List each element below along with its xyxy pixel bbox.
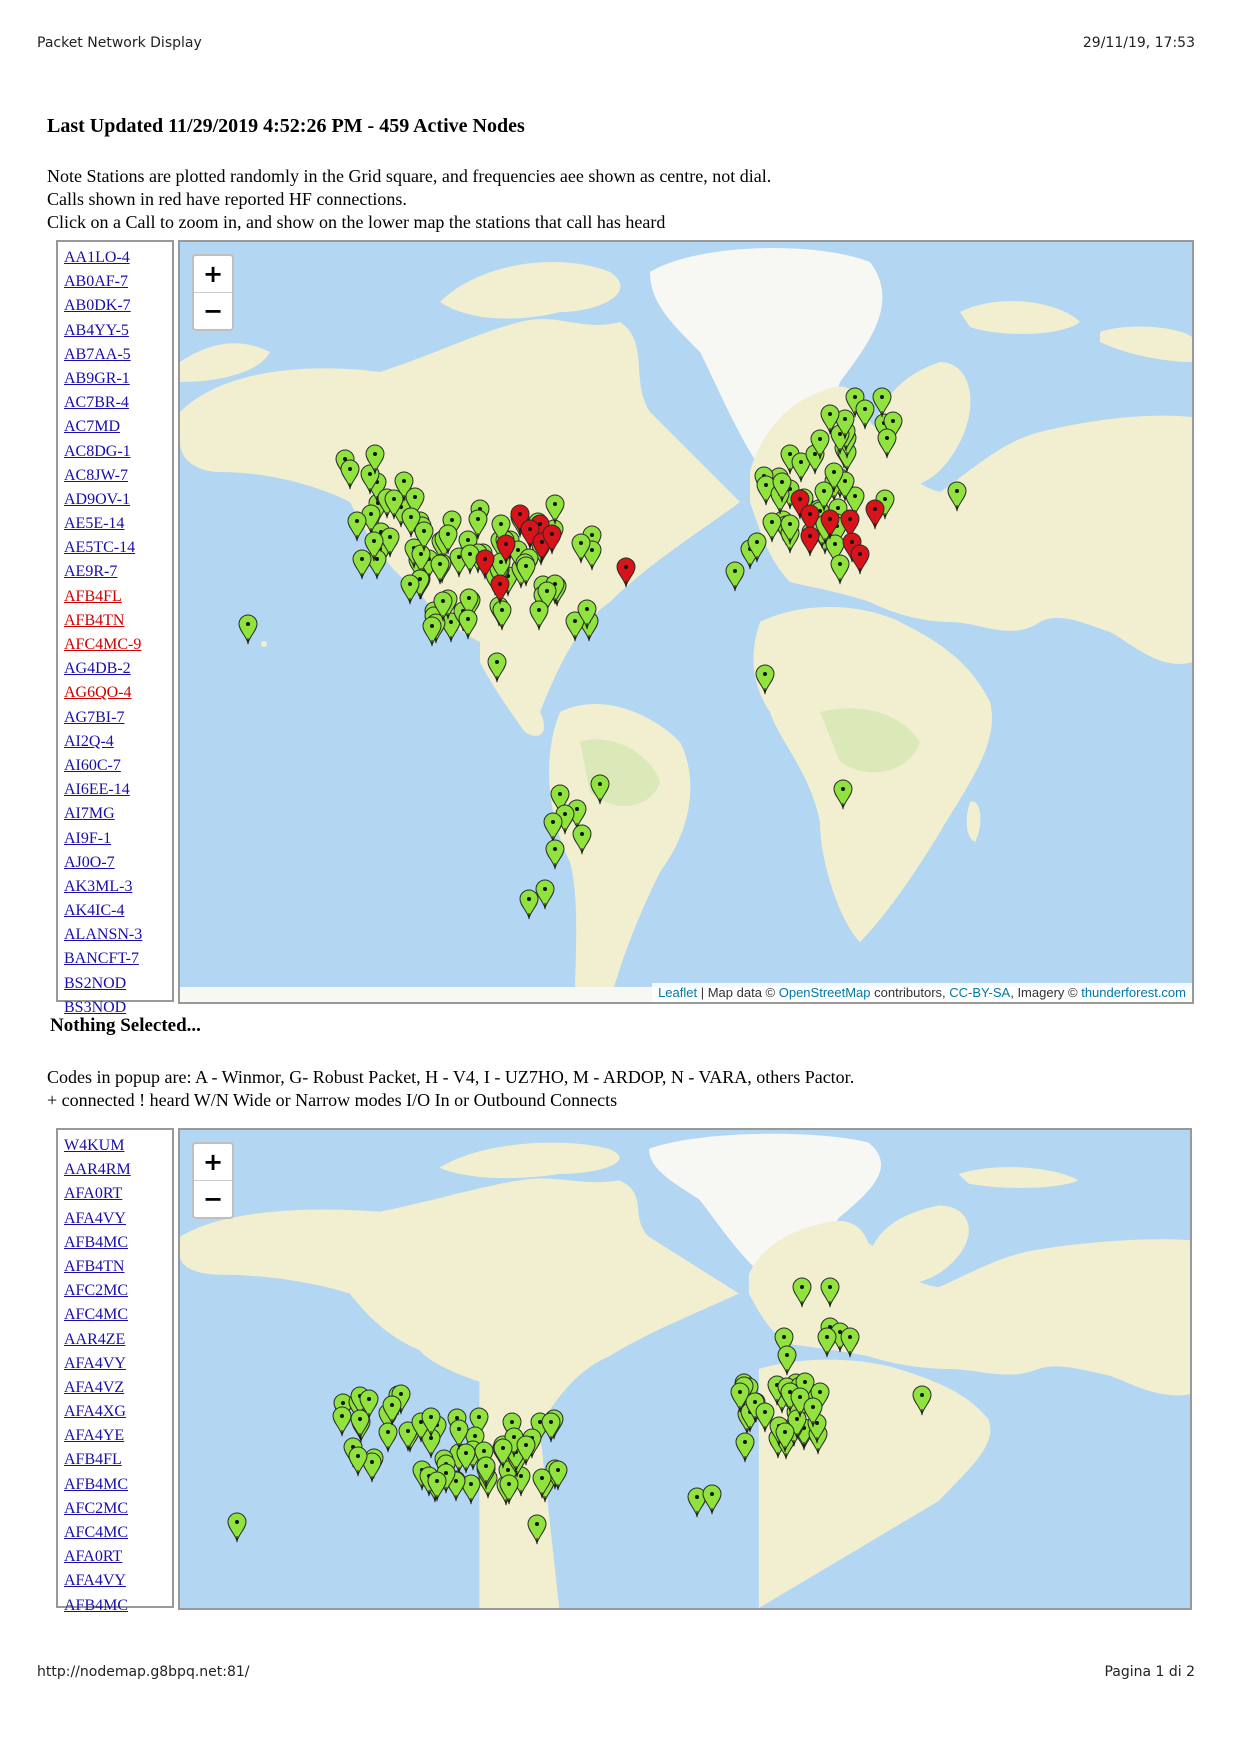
call-link[interactable]: AC7MD [64,418,121,436]
heard-list-item [64,1255,172,1279]
heard-node-marker[interactable] [449,1419,469,1454]
call-link[interactable]: AI9F-1 [64,829,112,847]
heard-node-marker[interactable] [735,1432,755,1467]
call-list-item [64,464,172,488]
green-node-marker[interactable] [833,779,853,814]
call-list-item [64,827,172,851]
heard-call-link[interactable]: AFC4MC [64,1306,129,1324]
call-link[interactable]: AI7MG [64,805,115,823]
green-node-marker[interactable] [947,481,967,516]
call-link[interactable]: AJ0O-7 [64,853,115,871]
heard-list-item [64,1303,172,1327]
green-node-marker[interactable] [384,489,404,524]
map-tiles [180,242,1192,1002]
call-list-item [64,875,172,899]
leaflet-link[interactable]: Leaflet [658,985,698,1000]
call-link[interactable]: AFB4FL [64,587,122,605]
attribution-text-3: , Imagery © [1010,985,1082,1000]
call-list-item [64,633,172,657]
license-link[interactable]: CC-BY-SA [949,985,1011,1000]
heard-node-marker[interactable] [817,1327,837,1362]
call-list-item [64,512,172,536]
heard-call-list[interactable] [56,1128,174,1614]
call-link[interactable]: AG7BI-7 [64,708,125,726]
heard-node-marker[interactable] [775,1422,795,1457]
map-attribution [652,983,1192,1002]
note-line-2: Calls shown in red have reported HF connections. [47,189,407,209]
call-list-item [64,294,172,318]
call-list-item [64,585,172,609]
heard-list-item [64,1134,172,1158]
green-node-marker[interactable] [414,521,434,556]
call-link[interactable]: AE9R-7 [64,563,118,581]
heard-node-marker[interactable] [527,1514,547,1549]
heard-node-marker[interactable] [427,1471,447,1506]
green-node-marker[interactable] [545,839,565,874]
heard-call-link[interactable]: AFA0RT [64,1548,123,1566]
zoom-in-button[interactable]: + [202,260,224,288]
heard-call-link[interactable]: AFC4MC [64,1524,129,1541]
green-node-marker[interactable] [810,429,830,464]
call-list-item [64,972,172,996]
green-node-marker[interactable] [238,614,258,649]
green-node-marker[interactable] [430,554,450,589]
heard-call-link[interactable]: AFA4YE [64,1427,125,1445]
call-link[interactable]: AE5E-14 [64,515,125,533]
heard-node-marker[interactable] [803,1397,823,1432]
heard-call-link[interactable]: AFB4MC [64,1475,129,1493]
heard-list-item [64,1594,172,1618]
call-link[interactable]: AFB4TN [64,611,125,629]
call-list-item [64,343,172,367]
heard-node-marker[interactable] [499,1474,519,1509]
heard-node-marker[interactable] [227,1512,247,1547]
green-node-marker[interactable] [772,472,792,507]
codes-line-2: + connected ! heard W/N Wide or Narrow modes I/O In or Outbound Connects [47,1090,618,1110]
green-node-marker[interactable] [577,599,597,634]
note-line-3: Click on a Call to zoom in, and show on the lower map the stations that call has heard [47,212,666,232]
call-list-item [64,488,172,512]
green-node-marker[interactable] [458,609,478,644]
attribution-text-1: | Map data © [697,985,779,1000]
node-call-list[interactable] [56,240,174,1016]
call-link[interactable]: AA1LO-4 [64,249,130,266]
heard-list-item [64,1231,172,1255]
heard-list-item [64,1545,172,1569]
red-hf-node-marker[interactable] [542,524,562,559]
heard-node-marker[interactable] [912,1385,932,1420]
call-link[interactable]: AG4DB-2 [64,660,131,678]
call-list-item [64,851,172,875]
green-node-marker[interactable] [422,616,442,651]
zoom-out-button[interactable]: − [194,292,232,329]
green-node-marker[interactable] [468,509,488,544]
heard-node-marker[interactable] [516,1435,536,1470]
heard-node-marker[interactable] [702,1484,722,1519]
call-link[interactable]: AK4IC-4 [64,902,125,920]
green-node-marker[interactable] [755,664,775,699]
osm-link[interactable]: OpenStreetMap [778,985,871,1000]
node-map[interactable] [178,240,1194,1004]
heard-call-link[interactable]: AFB4TN [64,1257,125,1275]
call-list-item [64,270,172,294]
heard-list-item [64,1400,172,1424]
heard-call-link[interactable]: AFB4MC [64,1596,129,1614]
print-page-number: Pagina 1 di 2 [1104,1664,1195,1680]
heard-call-link[interactable]: AAR4RM [64,1161,131,1179]
heard-list-item [64,1448,172,1472]
heard-node-marker[interactable] [777,1345,797,1380]
call-list-item [64,730,172,754]
call-list-item [64,440,172,464]
call-list-item [64,367,172,391]
red-hf-node-marker[interactable] [820,509,840,544]
note-line-1: Note Stations are plotted randomly in the Grid square, and frequencies aee shown as centre, not dial. [47,166,772,186]
heard-call-link[interactable]: AAR4ZE [64,1330,126,1348]
green-node-marker[interactable] [340,459,360,494]
heard-node-marker[interactable] [792,1277,812,1312]
call-list-item [64,536,172,560]
heard-list-item [64,1158,172,1182]
zoom-out-button[interactable]: − [194,1180,232,1217]
call-list-item [64,706,172,730]
call-list-item [64,778,172,802]
green-node-marker[interactable] [400,574,420,609]
attribution-text-2: contributors, [870,985,950,1000]
heard-call-link[interactable]: AFA4XG [64,1403,126,1421]
red-hf-node-marker[interactable] [616,557,636,592]
call-link[interactable]: BS3NOD [64,998,127,1016]
heard-call-link[interactable]: AFA0RT [64,1185,123,1203]
heard-list-item [64,1352,172,1376]
heard-call-link[interactable]: AFA4VY [64,1209,126,1227]
heard-stations-map[interactable] [178,1128,1192,1610]
green-node-marker[interactable] [747,532,767,567]
heard-node-marker[interactable] [820,1277,840,1312]
call-link[interactable]: AB0AF-7 [64,273,129,291]
call-link[interactable]: AI2Q-4 [64,732,114,750]
heard-node-marker[interactable] [840,1327,860,1362]
codes-line-1: Codes in popup are: A - Winmor, G- Robust Packet, H - V4, I - UZ7HO, M - ARDOP, N - VARA, others Pactor. [47,1067,855,1087]
call-link[interactable]: AB7AA-5 [64,345,131,363]
green-node-marker[interactable] [529,600,549,635]
heard-list-item [64,1497,172,1521]
call-link[interactable]: AB9GR-1 [64,369,130,387]
heard-call-link[interactable]: AFA4VY [64,1354,126,1372]
heard-list-item [64,1376,172,1400]
call-list-item [64,319,172,343]
call-link[interactable]: AC7BR-4 [64,394,129,412]
heard-list-item [64,1424,172,1448]
thunderforest-link[interactable]: thunderforest.com [1081,985,1186,1000]
heard-call-link[interactable]: AFA4VZ [64,1378,125,1396]
red-hf-node-marker[interactable] [865,499,885,534]
call-list-item [64,657,172,681]
green-node-marker[interactable] [519,889,539,924]
heard-call-link[interactable]: AFA4VY [64,1572,126,1590]
heard-node-marker[interactable] [359,1389,379,1424]
call-list-item [64,560,172,584]
heard-list-item [64,1279,172,1303]
selection-status: Nothing Selected... [50,1015,201,1036]
call-link[interactable]: BS2NOD [64,974,127,992]
red-hf-node-marker[interactable] [850,544,870,579]
heard-node-marker[interactable] [332,1406,352,1441]
red-hf-node-marker[interactable] [475,549,495,584]
call-link[interactable]: ALANSN-3 [64,926,143,944]
call-link[interactable]: AB0DK-7 [64,297,131,315]
call-list-item [64,899,172,923]
green-node-marker[interactable] [824,462,844,497]
heard-node-marker[interactable] [493,1438,513,1473]
green-node-marker[interactable] [590,774,610,809]
heard-call-link[interactable]: AFB4FL [64,1451,122,1469]
call-link[interactable]: BANCFT-7 [64,950,139,968]
call-list-item [64,609,172,633]
green-node-marker[interactable] [877,428,897,463]
print-datetime: 29/11/19, 17:53 [1082,35,1195,51]
green-node-marker[interactable] [364,531,384,566]
heard-list-item [64,1182,172,1206]
call-link[interactable]: AI60C-7 [64,756,121,774]
call-list-item [64,802,172,826]
call-list-item [64,246,172,270]
call-link[interactable]: AI6EE-14 [64,781,130,799]
heard-node-marker[interactable] [541,1412,561,1447]
zoom-in-button[interactable]: + [202,1148,224,1176]
heard-list-item [64,1473,172,1497]
map-tiles [180,1130,1190,1608]
heard-call-link[interactable]: W4KUM [64,1137,125,1154]
call-link[interactable]: AG6QO-4 [64,684,132,702]
call-link[interactable]: AE5TC-14 [64,539,136,557]
call-list-item [64,415,172,439]
red-hf-node-marker[interactable] [496,534,516,569]
heard-list-item [64,1569,172,1593]
heard-list-item [64,1207,172,1231]
last-updated-heading: Last Updated 11/29/2019 4:52:26 PM - 459 Active Nodes [47,115,525,137]
zoom-control [192,1142,234,1219]
call-list-item [64,681,172,705]
call-list-item [64,391,172,415]
heard-node-marker[interactable] [421,1407,441,1442]
call-link[interactable]: AC8DG-1 [64,442,131,460]
green-node-marker[interactable] [572,824,592,859]
call-link[interactable]: AK3ML-3 [64,877,133,895]
heard-list-item [64,1328,172,1352]
red-hf-node-marker[interactable] [800,526,820,561]
call-link[interactable]: AB4YY-5 [64,321,129,339]
call-link[interactable]: AC8JW-7 [64,466,128,484]
green-node-marker[interactable] [571,533,591,568]
call-link[interactable]: AD9OV-1 [64,490,131,508]
heard-node-marker[interactable] [348,1446,368,1481]
green-node-marker[interactable] [365,444,385,479]
call-link[interactable]: AFC4MC-9 [64,636,142,653]
green-node-marker[interactable] [347,511,367,546]
heard-node-marker[interactable] [382,1395,402,1430]
print-url: http://nodemap.g8bpq.net:81/ [37,1664,250,1680]
heard-node-marker[interactable] [548,1460,568,1495]
green-node-marker[interactable] [872,387,892,422]
heard-call-link[interactable]: AFC2MC [64,1282,129,1300]
call-list-item [64,923,172,947]
print-page-title: Packet Network Display [37,35,202,51]
heard-node-marker[interactable] [755,1402,775,1437]
heard-call-link[interactable]: AFB4MC [64,1233,129,1251]
green-node-marker[interactable] [487,652,507,687]
heard-list-item [64,1521,172,1545]
zoom-control [192,254,234,331]
call-list-item [64,754,172,778]
call-list-item [64,947,172,971]
heard-call-link[interactable]: AFC2MC [64,1499,129,1517]
